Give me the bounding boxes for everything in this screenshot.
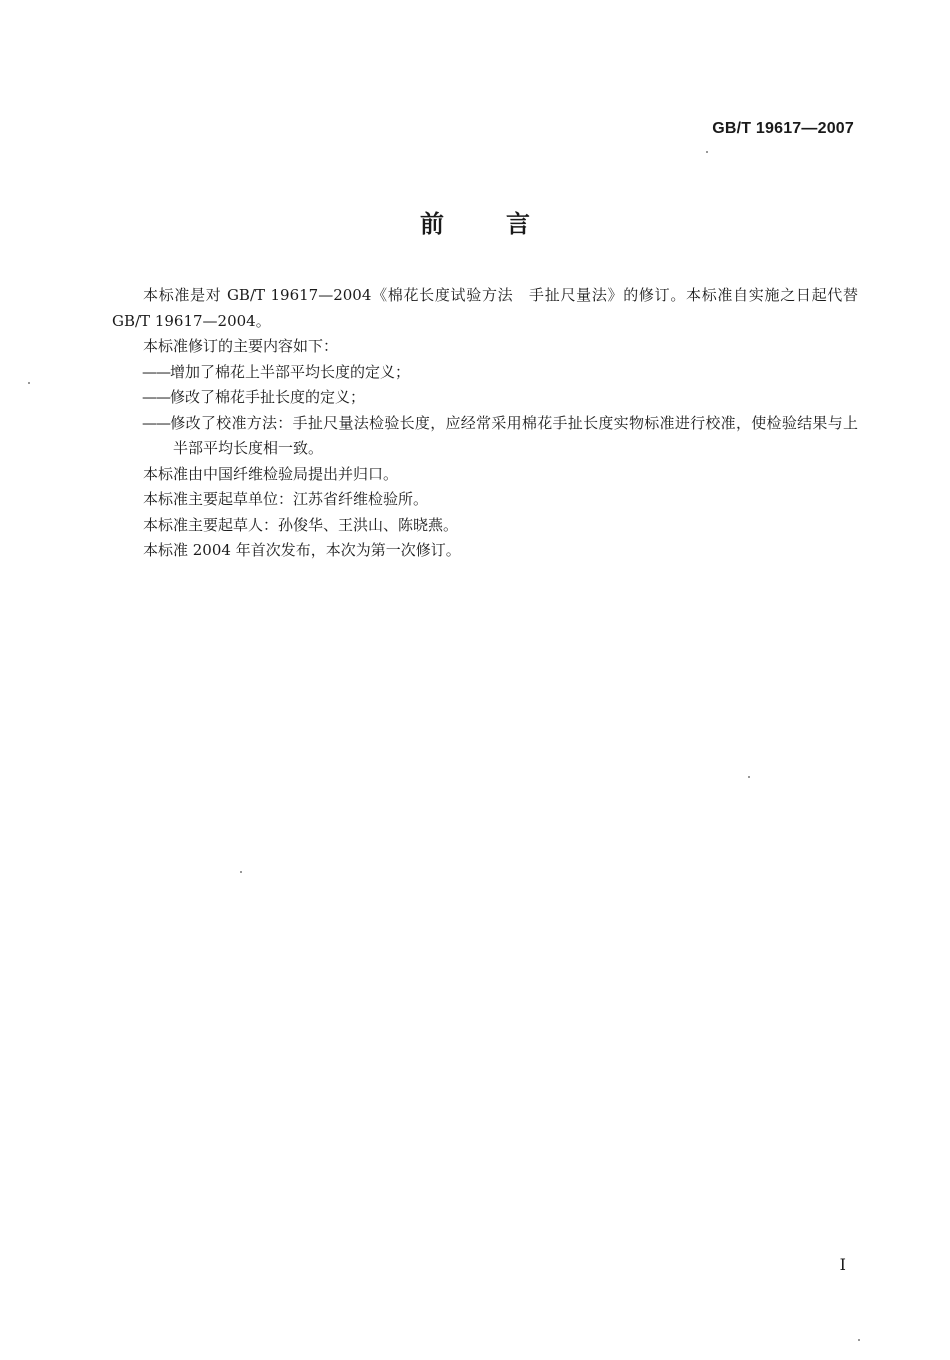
dash-marker: —— [142, 388, 170, 406]
paragraph-revision: 本标准是对 GB/T 19617—2004《棉花长度试验方法 手扯尺量法》的修订。本标准自实施之日起代替 GB/T 19617—2004。 [112, 286, 858, 330]
paragraph-proposer: 本标准由中国纤维检验局提出并归口。 [143, 464, 399, 483]
document-body [112, 283, 858, 564]
scan-speck [240, 871, 242, 873]
page-title: 前言 [420, 210, 592, 238]
page-number: I [839, 1255, 846, 1274]
list-item-text: 修改了棉花手扯长度的定义； [170, 388, 366, 406]
dash-marker: —— [142, 413, 170, 432]
dash-marker: —— [142, 362, 170, 381]
scan-speck [706, 151, 708, 153]
scan-speck [748, 776, 750, 778]
list-item [112, 360, 858, 386]
list-item [112, 411, 858, 462]
list-item [112, 385, 858, 411]
paragraph-drafters: 本标准主要起草人：孙俊华、王洪山、陈晓燕。 [143, 515, 459, 534]
scan-speck [858, 1339, 860, 1341]
paragraph-history: 本标准 2004 年首次发布，本次为第一次修订。 [143, 541, 461, 559]
scan-speck [28, 382, 30, 384]
standard-number: GB/T 19617—2007 [712, 120, 854, 137]
list-item-text: 修改了校准方法：手扯尺量法检验长度，应经常采用棉花手扯长度实物标准进行校准，使检验结果与上半部平均长度相一致。 [170, 413, 858, 457]
paragraph-drafting-unit: 本标准主要起草单位：江苏省纤维检验所。 [143, 490, 429, 508]
paragraph-main-changes: 本标准修订的主要内容如下： [143, 337, 339, 355]
list-item-text: 增加了棉花上半部平均长度的定义； [170, 362, 411, 381]
